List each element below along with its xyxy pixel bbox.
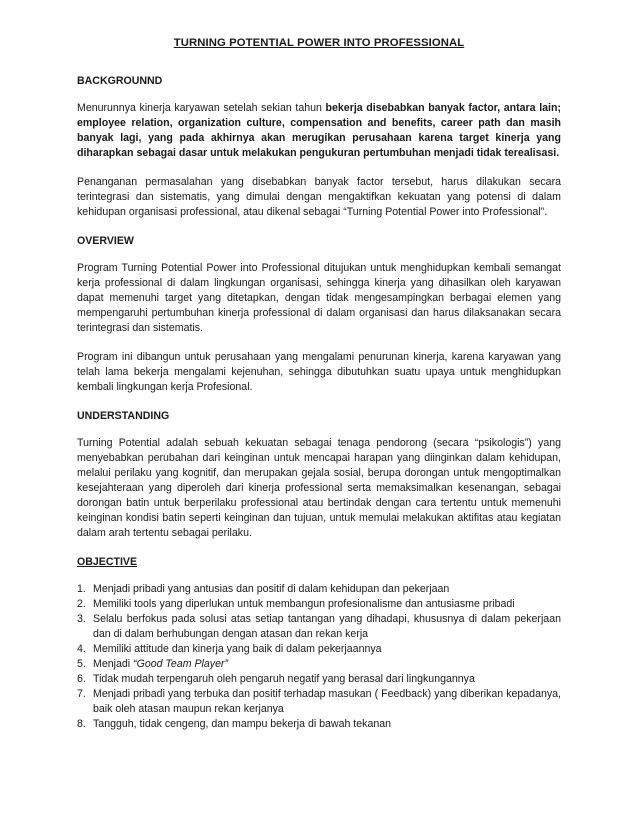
list-item — [77, 642, 561, 657]
background-p1-normal: Menurunnya kinerja karyawan setelah sekian tahun — [77, 102, 326, 114]
list-text: Menjadi pribadi yang terbuka dan positif terhadap masukan ( Feedback) yang diberikan kepadanya, baik oleh atasan maupun rekan kerjanya — [93, 688, 561, 715]
list-text: Menjadi — [93, 658, 134, 670]
understanding-paragraph: Turning Potential adalah sebuah kekuatan sebagai tenaga pendorong (secara “psikologis”) yang menyebabkan perubahan dari keinginan untuk mencapai harapan yang diinginkan dalam kehidupan, melalui perilaku yang kognitif, dan merupakan gejala sosial, berupa dorongan untuk mengoptimalkan kesejahteraan yang diperoleh dari kinerja professional serta memaksimalkan kesenangan, sebagai dorongan batin untuk berperilaku professional atau bertindak dengan cara tertentu untuk memenuhi keinginan kondisi batin seperti keinginan dan tujuan, untuk memulai melakukan aktifitas atau kegiatan dalam arah tertentu sebagai perilaku. — [77, 437, 561, 539]
list-item — [77, 597, 561, 612]
overview-paragraph-1: Program Turning Potential Power into Professional ditujukan untuk menghidupkan kembali semangat kerja professional di dalam lingkungan organisasi, sehingga kinerja yang dihasilkan oleh karyawan dapat memenuhi target yang ditetapkan, dengan tidak mengesampingkan berbagai elemen yang mempengaruhi pertumbuhan kinerja professional di dalam organisasi dan harus dilaksanakan secara terintegrasi dan sistematis. — [77, 262, 561, 334]
list-text: Tidak mudah terpengaruh oleh pengaruh negatif yang berasal dari lingkungannya — [93, 673, 475, 685]
list-text: Selalu berfokus pada solusi atas setiap tantangan yang dihadapi, khususnya di dalam pekerjaan dan di dalam berhubungan dengan atasan dan rekan kerja — [93, 613, 561, 640]
objective-heading: OBJECTIVE — [77, 556, 138, 568]
list-number: 5. — [77, 658, 86, 670]
list-number: 2. — [77, 598, 86, 610]
background-paragraph-2: Penanganan permasalahan yang disebabkan banyak factor tersebut, harus dilakukan secara terintegrasi dan sistematis, yang dimulai dengan mengaktifkan kekuatan yang potensi di dalam kehidupan organisasi professional, atau dikenal sebagai “Turning Potential Power into Professional”. — [77, 176, 561, 218]
list-item — [77, 657, 561, 672]
overview-paragraph-2: Program ini dibangun untuk perusahaan yang mengalami penurunan kinerja, karena karyawan yang telah lama bekerja mengalami kejenuhan, sehingga dibutuhkan suatu upaya untuk menghidupkan kembali lingkungan kerja Profesional. — [77, 351, 561, 393]
list-number: 7. — [77, 688, 86, 700]
list-item — [77, 717, 561, 732]
understanding-heading: UNDERSTANDING — [77, 410, 170, 422]
list-text: Memiliki tools yang diperlukan untuk membangun profesionalisme dan antusiasme pribadi — [93, 598, 515, 610]
document-title: TURNING POTENTIAL POWER INTO PROFESSIONAL — [173, 37, 465, 49]
background-paragraph-1 — [77, 101, 561, 161]
list-number: 1. — [77, 583, 86, 595]
list-text: Memiliki attitude dan kinerja yang baik di dalam pekerjaannya — [93, 643, 382, 655]
background-heading: BACKGROUNND — [77, 75, 163, 87]
list-text-italic: “Good Team Player” — [133, 658, 229, 670]
list-number: 4. — [77, 643, 86, 655]
list-text: Tangguh, tidak cengeng, dan mampu bekerja di bawah tekanan — [93, 718, 392, 730]
list-number: 8. — [77, 718, 86, 730]
overview-heading: OVERVIEW — [77, 235, 134, 247]
list-item — [77, 672, 561, 687]
list-text: Menjadi pribadi yang antusias dan positif di dalam kehidupan dan pekerjaan — [93, 583, 450, 595]
objective-list — [77, 582, 561, 732]
list-number: 3. — [77, 613, 86, 625]
list-number: 6. — [77, 673, 86, 685]
background-p1-bold: bekerja disebabkan banyak factor, antara lain; employee relation, organization culture, compensation and benefits, career path dan masih banyak lagi, yang pada akhirnya akan merugikan perusahaan karena target kinerja yang diharapkan sebagai dasar untuk melakukan pengukuran pertumbuhan menjadi tidak terealisasi. — [77, 102, 561, 159]
list-item — [77, 582, 561, 597]
list-item — [77, 687, 561, 717]
list-item — [77, 612, 561, 642]
